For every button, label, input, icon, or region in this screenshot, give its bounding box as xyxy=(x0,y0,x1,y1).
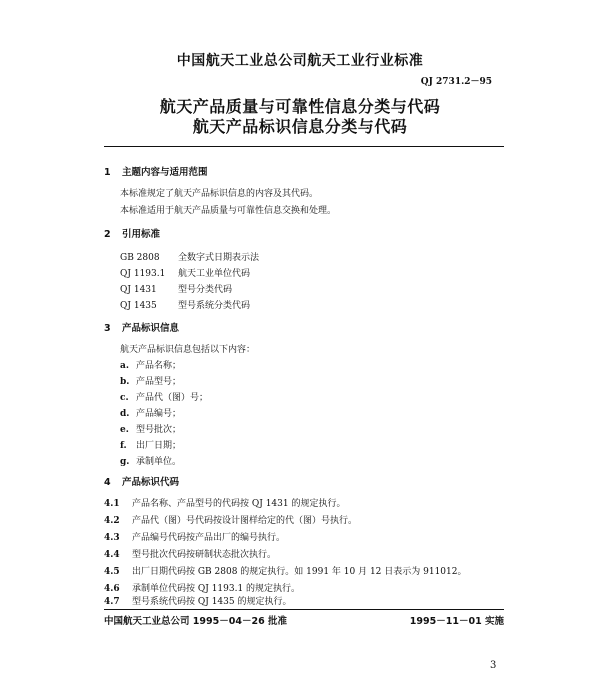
subsection-item xyxy=(104,564,466,577)
section-title: 产品标识代码 xyxy=(122,477,180,488)
subsection-item xyxy=(104,496,345,509)
subsection-text: 型号系统代码按 QJ 1435 的规定执行。 xyxy=(132,597,292,607)
subsection-item xyxy=(104,530,285,543)
section-number: 4 xyxy=(104,477,111,488)
subsection-number: 4.7 xyxy=(104,597,120,607)
effective-date: 1995－11－01 实施 xyxy=(409,616,504,627)
reference-item xyxy=(120,250,259,263)
subsection-item xyxy=(104,594,291,607)
reference-code: QJ 1431 xyxy=(120,285,157,295)
standard-code: QJ 2731.2－95 xyxy=(420,77,492,87)
list-text: 产品型号； xyxy=(136,377,182,387)
list-key: a. xyxy=(120,361,129,371)
list-item xyxy=(120,454,181,467)
reference-name: 型号系统分类代码 xyxy=(178,301,251,311)
subsection-text: 产品编号代码按产品出厂的编号执行。 xyxy=(132,533,286,543)
subsection-item xyxy=(104,513,357,526)
reference-item xyxy=(120,298,250,311)
list-key: c. xyxy=(120,393,129,403)
section-4-heading xyxy=(104,474,179,488)
list-item xyxy=(120,390,208,403)
section-2-heading xyxy=(104,226,160,240)
doc-title-line-2: 航天产品标识信息分类与代码 xyxy=(192,117,408,136)
subsection-number: 4.6 xyxy=(104,584,120,594)
list-text: 承制单位。 xyxy=(136,457,182,467)
reference-name: 航天工业单位代码 xyxy=(178,269,251,279)
section-title: 引用标准 xyxy=(122,229,161,240)
subsection-item xyxy=(104,547,276,560)
subsection-item xyxy=(104,581,300,594)
reference-code: QJ 1193.1 xyxy=(120,269,166,279)
list-text: 产品名称； xyxy=(136,361,182,371)
reference-item xyxy=(120,266,250,279)
list-item xyxy=(120,438,181,451)
section-number: 2 xyxy=(104,229,111,240)
reference-name: 全数字式日期表示法 xyxy=(178,253,260,263)
section-1-heading xyxy=(104,164,208,178)
subsection-text: 型号批次代码按研制状态批次执行。 xyxy=(132,550,277,560)
list-key: d. xyxy=(120,409,130,419)
list-key: g. xyxy=(120,457,130,467)
subsection-number: 4.3 xyxy=(104,533,120,543)
list-item xyxy=(120,358,181,371)
title-divider xyxy=(104,146,504,147)
subsection-text: 产品代（图）号代码按设计图样给定的代（图）号执行。 xyxy=(132,516,358,526)
list-item xyxy=(120,422,181,435)
list-item xyxy=(120,374,181,387)
page-number: 3 xyxy=(490,660,497,671)
subsection-text: 产品名称、产品型号的代码按 QJ 1431 的规定执行。 xyxy=(132,499,346,509)
list-text: 出厂日期； xyxy=(136,441,182,451)
list-text: 产品代（图）号； xyxy=(136,393,209,403)
list-key: e. xyxy=(120,425,129,435)
paragraph: 本标准规定了航天产品标识信息的内容及其代码。 xyxy=(120,189,319,199)
doc-title-line-1: 航天产品质量与可靠性信息分类与代码 xyxy=(159,97,441,116)
section-title: 产品标识信息 xyxy=(122,323,180,334)
footer-divider xyxy=(104,609,504,610)
subsection-number: 4.5 xyxy=(104,567,120,577)
reference-item xyxy=(120,282,232,295)
list-text: 型号批次； xyxy=(136,425,182,435)
section-number: 3 xyxy=(104,323,111,334)
section-title: 主题内容与适用范围 xyxy=(122,167,208,178)
section-number: 1 xyxy=(104,167,111,178)
list-key: b. xyxy=(120,377,130,387)
list-text: 产品编号； xyxy=(136,409,182,419)
subsection-number: 4.2 xyxy=(104,516,120,526)
reference-code: GB 2808 xyxy=(120,253,160,263)
list-key: f. xyxy=(120,441,127,451)
issuer-header: 中国航天工业总公司航天工业行业标准 xyxy=(176,53,424,69)
approval-date: 中国航天工业总公司 1995－04－26 批准 xyxy=(104,616,287,627)
paragraph: 本标准适用于航天产品质量与可靠性信息交换和处理。 xyxy=(120,206,337,216)
subsection-text: 出厂日期代码按 GB 2808 的规定执行。如 1991 年 10 月 12 日表示为 911012。 xyxy=(132,567,467,577)
reference-name: 型号分类代码 xyxy=(178,285,233,295)
section-3-heading xyxy=(104,320,179,334)
subsection-number: 4.4 xyxy=(104,550,120,560)
list-intro: 航天产品标识信息包括以下内容： xyxy=(120,345,256,355)
subsection-number: 4.1 xyxy=(104,499,120,509)
list-item xyxy=(120,406,181,419)
reference-code: QJ 1435 xyxy=(120,301,157,311)
subsection-text: 承制单位代码按 QJ 1193.1 的规定执行。 xyxy=(132,584,301,594)
